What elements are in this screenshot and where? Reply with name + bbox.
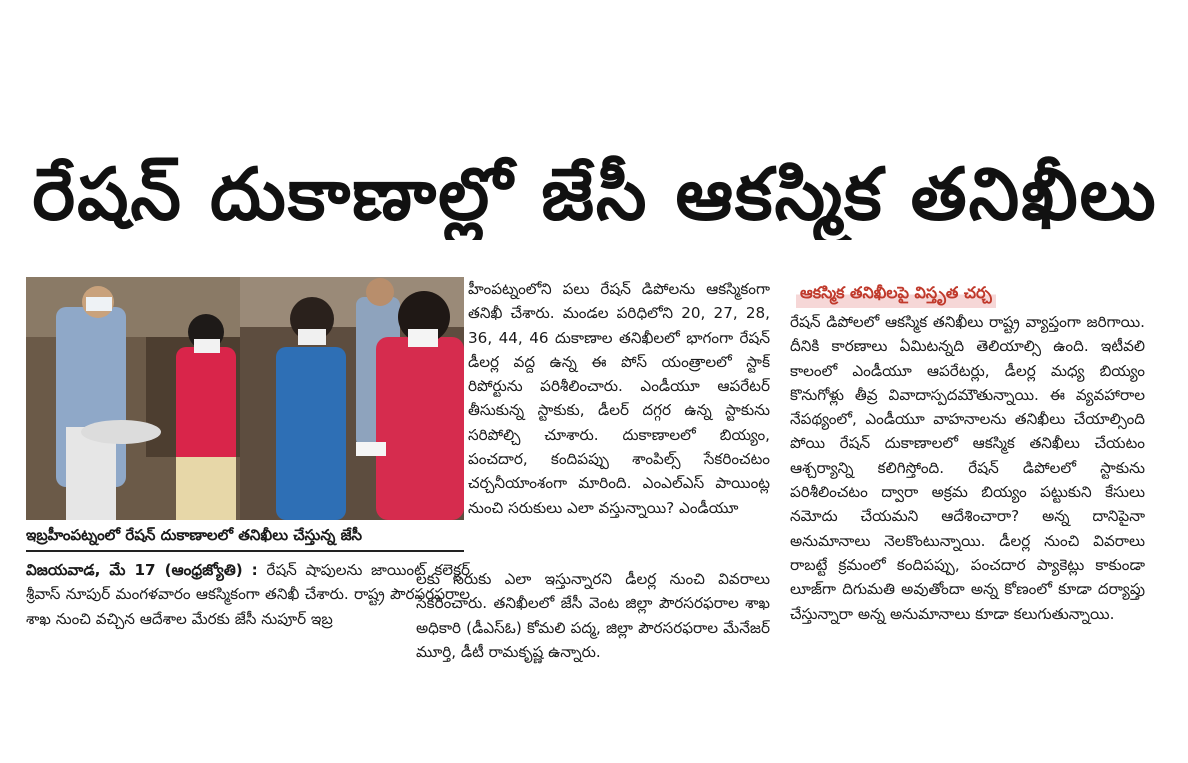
headline: రేషన్ దుకాణాల్లో జేసీ ఆకస్మిక తనిఖీలు: [32, 152, 1158, 236]
article-text-right: రేషన్ డిపోలలో ఆకస్మిక తనిఖీలు రాష్ట్ర వ్యాప్తంగా జరిగాయి. దీనికి కారణాలు ఏమిటన్నది తెలియాల్సి ఉంది. ఇటీవలి కాలంలో ఎండీయూ ఆపరేటర్లు, డీలర్ల మధ్య బియ్యం కొనుగోళ్లు తీవ్ర వివాదాస్పదమౌతున్నాయి. ఈ వ్యవహారాల నేపథ్యంలో, ఎండీయూ వాహనాలను తనిఖీలు చేయాల్సింది పోయి రేషన్ దుకాణాలలో ఆకస్మిక తనిఖీలు చేయటం ఆశ్చర్యాన్ని కలిగిస్తోంది. రేషన్ డిపోలలో స్టాకును పరిశీలించటం ద్వారా అక్రమ బియ్యం పట్టుకుని కేసులు నమోదు చేయమని ఆదేశించారా? అన్న దానిపైనా అనుమానాలు నెలకొంటున్నాయి. డీలర్ల నుంచి వివరాలు రాబట్టే క్రమంలో కందిపప్పు, పంచదార ప్యాకెట్లు కాకుండా లూజ్‌గా దిగుమతి అవుతోందా అన్న కోణంలో కూడా దర్యాప్తు చేస్తున్నారా అన్న అనుమానాలు కూడా కలుగుతున్నాయి.: [790, 313, 1145, 623]
article-column-middle-continued: [416, 567, 770, 667]
dateline: విజయవాడ, మే 17 (ఆంధ్రజ్యోతి) :: [26, 561, 258, 579]
article-column-right: [790, 310, 1145, 680]
article-text-middle: హీంపట్నంలోని పలు రేషన్ డిపోలను ఆకస్మికంగా తనిఖీ చేశారు. మండల పరిధిలోని 20, 27, 28, 36, 44, 46 దుకాణాల తనిఖీలలో భాగంగా రేషన్ డీలర్ల వద్ద ఉన్న ఈ పోస్ యంత్రాలలో స్టాక్ రిపోర్టును పరిశీలించారు. ఎండీయూ ఆపరేటర్ తీసుకున్న స్టాకుకు, డీలర్ దగ్గర ఉన్న స్టాకును సరిపోల్చి చూశారు. దుకాణాలలో బియ్యం, పంచదార, కందిపప్పు శాంపిల్స్ సేకరించటం చర్చనీయాంశంగా మారింది. ఎంఎల్ఎస్ పాయింట్ల నుంచి సరుకులు ఎలా వస్తున్నాయి? ఎండీయూ: [468, 280, 770, 517]
news-photo: [26, 277, 464, 520]
subheading: ఆకస్మిక తనిఖీలపై విస్తృత చర్చ: [796, 278, 996, 308]
article-column-left: [26, 558, 470, 686]
article-text-left: రేషన్ షాపులను జాయింట్ కలెక్టర్ శ్రీవాస్ నూపుర్ మంగళవారం ఆకస్మికంగా తనిఖీ చేశారు. రాష్ట్ర పౌరసరఫరాల శాఖ నుంచి వచ్చిన ఆదేశాల మేరకు జేసీ నుపూర్ ఇబ్ర: [26, 561, 470, 628]
article-text-middle-continued: లకు సరుకు ఎలా ఇస్తున్నారని డీలర్ల నుంచి వివరాలు సేకరించారు. తనిఖీలలో జేసీ వెంట జిల్లా పౌరసరఫరాల శాఖ అధికారి (డీఎస్ఓ) కోమలి పద్మ, జిల్లా పౌరసరఫరాల మేనేజర్ మూర్తి, డీటీ రామకృష్ణ ఉన్నారు.: [416, 570, 770, 661]
photo-caption: ఇబ్రహీంపట్నంలో రేషన్ దుకాణాలలో తనిఖీలు చేస్తున్న జేసీ: [26, 520, 464, 552]
